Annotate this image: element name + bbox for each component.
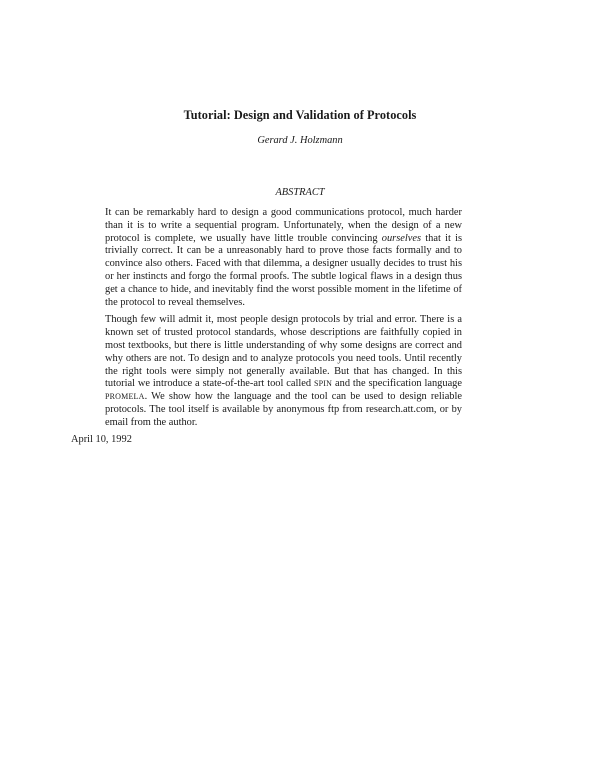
paragraph-2-text-a: Though few will admit it, most people design protocols by trial and error. There is a known set of trusted protocol standards, whose descriptions are faithfully copied in most textbooks, but there is little understanding of why some designs are correct and why others are not. To design and to analyze protocols you need tools. Until recently the right tools were simply not generally available. But that has changed. In this tutorial we introduce a state-of-the-art tool called bbox=[105, 314, 462, 390]
emphasis-ourselves: ourselves bbox=[381, 232, 422, 244]
abstract-heading: ABSTRACT bbox=[275, 187, 325, 198]
paper-title: Tutorial: Design and Validation of Protocols bbox=[183, 108, 417, 122]
abstract-paragraph-2 bbox=[105, 314, 462, 429]
paper-author: Gerard J. Holzmann bbox=[257, 135, 343, 146]
language-name-promela: PROMELA bbox=[105, 392, 145, 402]
abstract-body bbox=[105, 207, 462, 435]
paragraph-1-text-b: that it is trivially correct. It can be a unreasonably hard to prove those facts formally and to convince also others. Faced with that dilemma, a designer usually decides to trust his or her instincts and forgo the formal proofs. The subtle logical flaws in a design thus get a chance to hide, and inevitably find the worst possible moment in the lifetime of the protocol to reveal themselves. bbox=[105, 232, 463, 308]
abstract-paragraph-1 bbox=[105, 207, 462, 309]
paragraph-2-text-c: . We show how the language and the tool can be used to design reliable protocols. The tool itself is available by anonymous ftp from research.att.com, or by email from the author. bbox=[105, 391, 462, 428]
tool-name-spin: SPIN bbox=[313, 379, 333, 389]
paragraph-2-text-b: and the specification language bbox=[332, 378, 462, 390]
publication-date: April 10, 1992 bbox=[71, 434, 132, 445]
paragraph-1-text-a: It can be remarkably hard to design a good communications protocol, much harder than it is to write a sequential program. Unfortunately, when the design of a new protocol is complete, we usually have little trouble convincing bbox=[105, 207, 462, 244]
